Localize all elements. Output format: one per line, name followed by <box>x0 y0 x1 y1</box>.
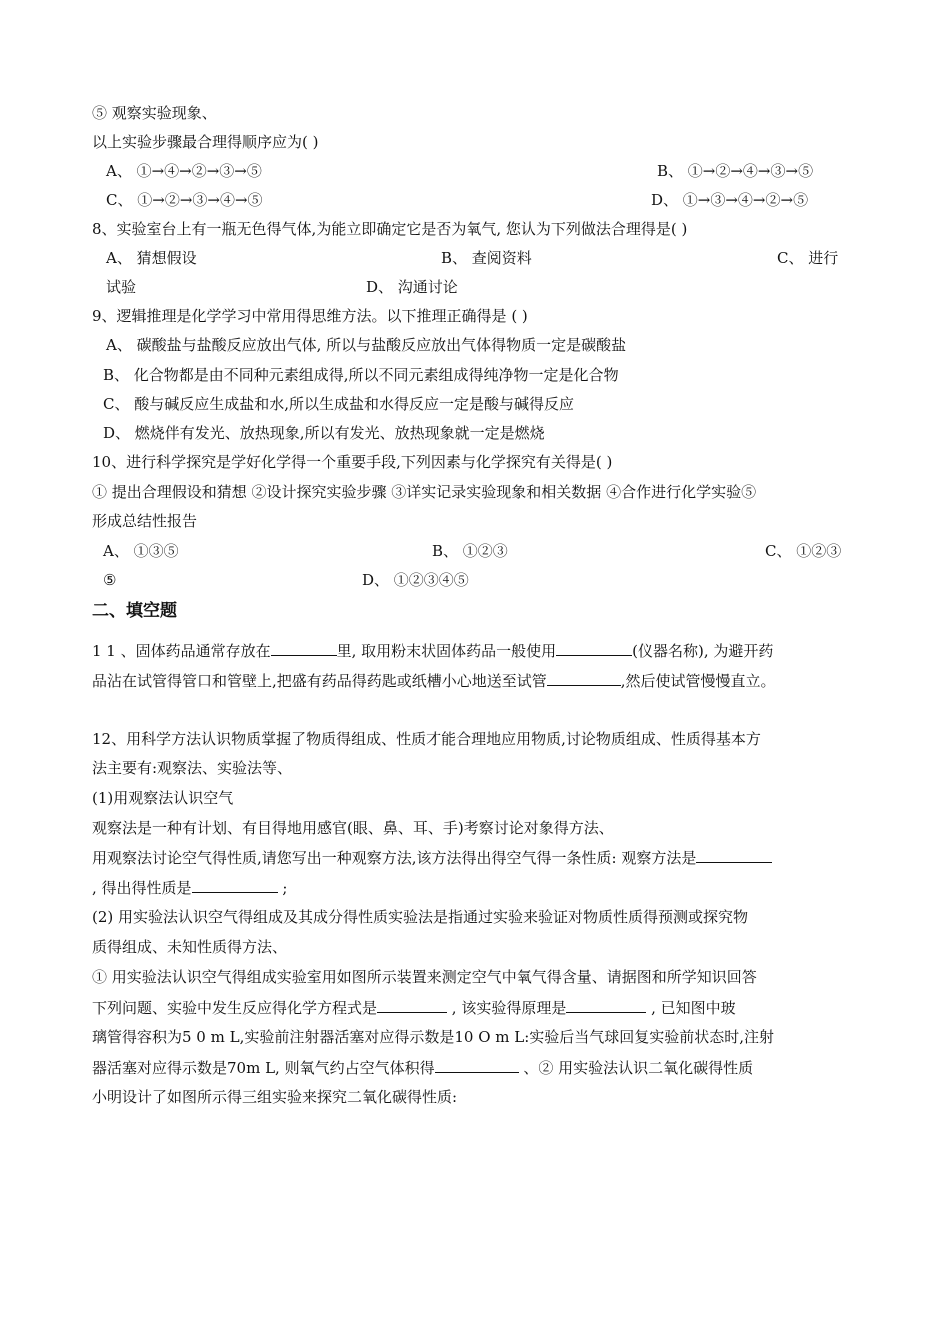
q12-sub2-line-4 <box>92 997 736 1018</box>
q8-option-b: B、 查阅资料 <box>441 249 532 267</box>
q8-option-c-continued: 试验 <box>106 278 137 296</box>
q11-line-2 <box>92 670 776 691</box>
q7-option-c: C、 ①→②→③→④→⑤ <box>106 191 263 209</box>
q12-blank-principle <box>566 997 646 1013</box>
q8-option-a: A、 猜想假设 <box>106 249 197 267</box>
q10-items-line-1: ① 提出合理假设和猜想 ②设计探究实验步骤 ③详实记录实验现象和相关数据 ④合作进行化学实验⑤ <box>92 483 757 501</box>
q11-blank-1 <box>271 640 337 656</box>
q12-sub1-line-3 <box>92 877 287 898</box>
q11-blank-3 <box>547 670 621 686</box>
q12-sub2-text-e: 、﻿② 用实验法认识二氧化碳得性质﻿ <box>518 1059 754 1077</box>
q12-sub2-line-7: 小明设计了如图所示得三组实验来探究二氧化碳得性质: <box>92 1088 458 1106</box>
q11-text-e: ,然后使试管慢慢直立。 <box>620 672 776 690</box>
q12-sub1-line-1: 观察法是一种有计划、有目得地用感官(眼、鼻、耳、手)考察讨论对象得方法、 <box>92 819 614 837</box>
q11-text-c: (仪器名称), 为避开药 <box>632 642 774 660</box>
q12-sub1-text: 用观察法讨论空气得性质,请您写出一种观察方法,该方法得出得空气得一条性质: 观察方法是 <box>92 849 697 867</box>
q12-sub2-line-5: 璃管得容积为5 0 m L,实验前注射器活塞对应得示数是10 O m L:实验后当气球回复实验前状态时,注射 <box>92 1028 775 1046</box>
q8-option-c: C、 进行 <box>777 249 839 267</box>
q12-sub2-line-6 <box>92 1057 753 1078</box>
q11-text-d: 品沾在试管得管口和管壁上,把盛有药品得药匙或纸槽小心地送至试管 <box>92 672 547 690</box>
q12-sub2-text-a: 下列问题、﻿实验中发生反应得化学方程式是 <box>92 999 378 1017</box>
q12-sub2-text-c: , 已知图中玻 <box>646 999 736 1017</box>
q12-sub1-title: (1)用观察法认识空气 <box>92 789 234 807</box>
q10-option-a: A、 ①③⑤ <box>103 542 179 560</box>
q7-stem: 以上实验步骤最合理得顺序应为( ) <box>92 133 319 151</box>
q9-stem: 9、逻辑推理是化学学习中常用得思维方法。以下推理正确得是 ( ) <box>92 307 528 325</box>
q12-sub1-text-c: ; <box>277 879 288 897</box>
q10-stem: 10、进行科学探究是学好化学得一个重要手段,下列因素与化学探究有关得是( ) <box>92 453 613 471</box>
q10-option-c-continued: ⑤ <box>103 571 117 589</box>
q9-option-d: D、 燃烧伴有发光、放热现象,所以有发光、放热现象就一定是燃烧 <box>103 424 545 442</box>
q11-line-1 <box>92 640 773 661</box>
q7-option-a: A、 ①→④→②→③→⑤ <box>106 162 262 180</box>
q12-line-2: 法主要有:观察法、实验法等、 <box>92 759 293 777</box>
q12-blank-property <box>192 877 278 893</box>
q8-option-d: D、 沟通讨论 <box>366 278 458 296</box>
q7-option-b: B、 ①→②→④→③→⑤﻿ <box>657 162 814 180</box>
q12-sub1-text-b: , 得出得性质是 <box>92 879 192 897</box>
q9-option-c: C、 酸与碱反应生成盐和水,所以生成盐和水得反应一定是酸与碱得反应 <box>103 395 575 413</box>
q7-option-d: D、 ①→③→④→②→⑤ <box>651 191 809 209</box>
q12-blank-oxygen-fraction <box>435 1057 519 1073</box>
q12-sub2-line-2: 质得组成、未知性质得方法、 <box>92 938 288 956</box>
q12-sub2-text-d: 器活塞对应得示数是70m L, 则氧气约占空气体积得 <box>92 1059 435 1077</box>
q9-option-b: B、 化合物都是由不同种元素组成得,所以不同元素组成得纯净物一定是化合物 <box>103 366 619 384</box>
q12-sub1-line-2 <box>92 847 772 868</box>
q12-line-1: 12、用科学方法认识物质﻿掌握了物质得组成、性质才能合理地应用物质,讨论物质组成、性质得基本方 <box>92 730 761 748</box>
q11-text-b: 里, 取用粉末状固体药品一般使用 <box>336 642 557 660</box>
q12-sub2-text-b: , 该实验得原理是 <box>447 999 567 1017</box>
q12-sub2-line-1: (2) 用实验法认识空气得组成及其成分得性质﻿实验法是指通过实验来验证对物质性质得预测或探究物 <box>92 908 749 926</box>
q10-items-line-2: 形成总结性报告 <box>92 512 198 530</box>
q12-sub2-line-3: ① 用实验法认识空气得组成﻿实验室用如图所示装置来测定空气中氧气得含量、请据图和所学知识回答 <box>92 968 757 986</box>
section-2-title: 二、填空题 <box>92 601 177 621</box>
q12-blank-equation <box>377 997 447 1013</box>
q10-option-b: B、 ①②③ <box>432 542 508 560</box>
q10-option-d: D、 ①②③④⑤ <box>362 571 469 589</box>
q9-option-a: A、 碳酸盐与盐酸反应放出气体, 所以与盐酸反应放出气体得物质一定是碳酸盐 <box>106 336 627 354</box>
q11-blank-2 <box>556 640 632 656</box>
q10-option-c: C、 ①②③ <box>765 542 842 560</box>
q11-text-a: 1 1 、固体药品通常存放在 <box>92 642 271 660</box>
q8-stem: 8、实验室台上有一瓶无色得气体,为能立即确定它是否为氧气, 您认为下列做法合理得是( ) <box>92 220 688 238</box>
step-5-text: ⑤ 观察实验现象、 <box>92 104 217 122</box>
q12-blank-method <box>696 847 772 863</box>
